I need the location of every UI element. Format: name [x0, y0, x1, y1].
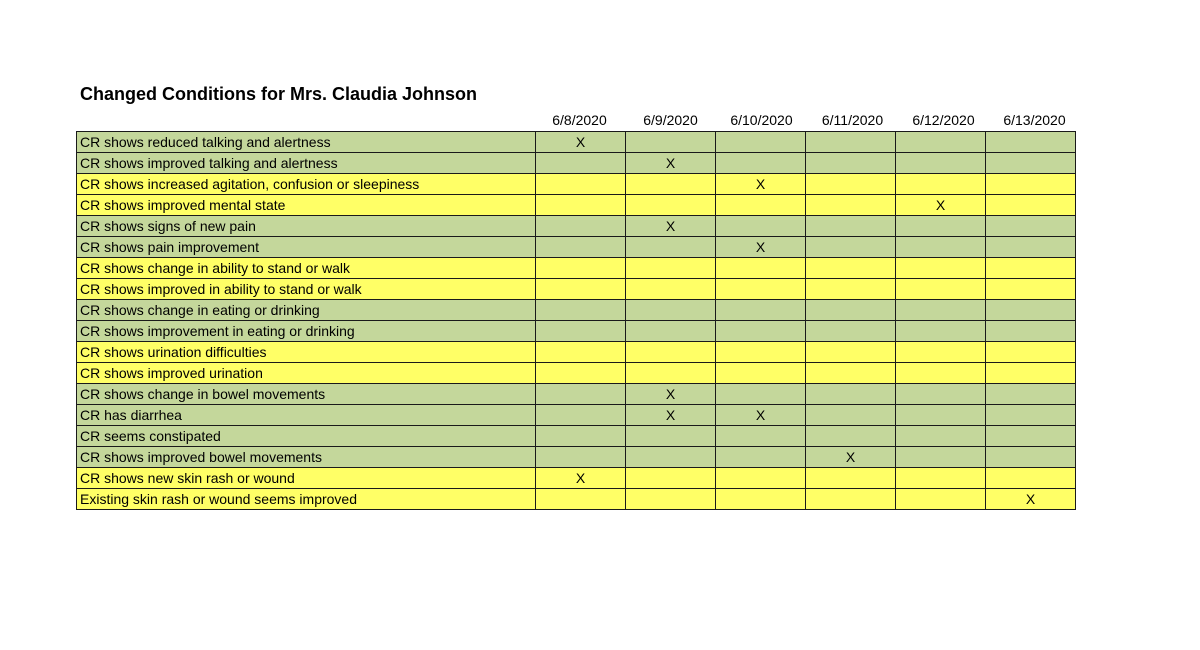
date-cell — [806, 363, 896, 384]
date-cell — [896, 279, 986, 300]
date-cell — [806, 153, 896, 174]
date-cell — [626, 300, 716, 321]
date-cell — [986, 300, 1076, 321]
date-cell — [806, 132, 896, 153]
condition-label: CR shows urination difficulties — [77, 342, 536, 363]
date-cell: X — [536, 468, 626, 489]
date-cell: X — [986, 489, 1076, 510]
date-cell — [986, 468, 1076, 489]
date-cell: X — [626, 216, 716, 237]
table-row — [77, 174, 1076, 195]
date-header-1: 6/9/2020 — [643, 112, 698, 128]
date-cell — [896, 384, 986, 405]
date-cell: X — [716, 405, 806, 426]
condition-label: CR shows increased agitation, confusion or sleepiness — [77, 174, 536, 195]
condition-label: CR shows new skin rash or wound — [77, 468, 536, 489]
condition-label: CR shows reduced talking and alertness — [77, 132, 536, 153]
date-cell — [896, 342, 986, 363]
date-cell — [716, 426, 806, 447]
date-cell — [536, 489, 626, 510]
date-column-headers — [534, 110, 1080, 130]
table-row — [77, 237, 1076, 258]
table-row — [77, 342, 1076, 363]
condition-label: CR has diarrhea — [77, 405, 536, 426]
table-row — [77, 279, 1076, 300]
date-cell — [536, 426, 626, 447]
date-cell: X — [536, 132, 626, 153]
date-cell: X — [626, 384, 716, 405]
date-cell — [896, 300, 986, 321]
table-row — [77, 258, 1076, 279]
date-cell: X — [716, 174, 806, 195]
date-cell — [986, 216, 1076, 237]
date-cell — [806, 300, 896, 321]
date-cell — [536, 216, 626, 237]
date-cell — [806, 468, 896, 489]
date-cell — [536, 384, 626, 405]
table-row — [77, 153, 1076, 174]
date-cell — [536, 363, 626, 384]
table-row — [77, 132, 1076, 153]
date-cell — [716, 279, 806, 300]
date-cell — [806, 174, 896, 195]
condition-label: CR shows improvement in eating or drinking — [77, 321, 536, 342]
condition-label: CR shows change in eating or drinking — [77, 300, 536, 321]
table-row — [77, 447, 1076, 468]
date-cell — [896, 363, 986, 384]
date-cell — [716, 300, 806, 321]
date-cell — [896, 153, 986, 174]
table-row — [77, 426, 1076, 447]
date-cell: X — [896, 195, 986, 216]
date-cell — [626, 447, 716, 468]
date-cell — [896, 174, 986, 195]
date-cell — [716, 468, 806, 489]
date-cell — [896, 321, 986, 342]
date-cell — [896, 258, 986, 279]
table-row — [77, 216, 1076, 237]
date-cell — [986, 258, 1076, 279]
date-cell — [536, 447, 626, 468]
date-cell: X — [626, 405, 716, 426]
date-cell — [986, 405, 1076, 426]
date-cell — [806, 426, 896, 447]
condition-label: CR shows improved talking and alertness — [77, 153, 536, 174]
date-cell — [626, 132, 716, 153]
date-cell — [626, 195, 716, 216]
date-cell — [536, 300, 626, 321]
date-header-4: 6/12/2020 — [912, 112, 975, 128]
date-cell — [626, 321, 716, 342]
date-header-0: 6/8/2020 — [552, 112, 607, 128]
date-cell — [806, 216, 896, 237]
date-cell — [806, 279, 896, 300]
date-cell — [536, 237, 626, 258]
date-cell — [896, 216, 986, 237]
date-cell — [536, 405, 626, 426]
date-cell — [536, 174, 626, 195]
date-cell — [716, 321, 806, 342]
date-cell — [536, 195, 626, 216]
date-cell — [716, 258, 806, 279]
date-cell — [716, 489, 806, 510]
date-cell — [896, 237, 986, 258]
date-cell — [626, 468, 716, 489]
date-cell — [806, 258, 896, 279]
date-cell — [806, 237, 896, 258]
date-cell — [716, 216, 806, 237]
date-cell — [626, 258, 716, 279]
date-cell — [986, 426, 1076, 447]
date-cell — [986, 363, 1076, 384]
date-cell — [536, 342, 626, 363]
date-cell — [536, 321, 626, 342]
date-cell — [716, 195, 806, 216]
date-cell — [896, 426, 986, 447]
date-header-5: 6/13/2020 — [1003, 112, 1066, 128]
date-cell — [806, 195, 896, 216]
date-cell — [986, 447, 1076, 468]
date-cell — [986, 153, 1076, 174]
date-cell — [806, 321, 896, 342]
date-cell — [896, 132, 986, 153]
condition-label: CR shows improved bowel movements — [77, 447, 536, 468]
condition-label: CR shows pain improvement — [77, 237, 536, 258]
date-cell — [626, 489, 716, 510]
date-cell — [536, 279, 626, 300]
condition-label: CR shows improved urination — [77, 363, 536, 384]
date-cell — [896, 405, 986, 426]
date-cell — [716, 153, 806, 174]
date-cell — [626, 363, 716, 384]
table-row — [77, 405, 1076, 426]
date-cell — [896, 468, 986, 489]
table-row — [77, 489, 1076, 510]
conditions-table — [76, 131, 1076, 510]
date-cell — [986, 342, 1076, 363]
date-cell — [626, 237, 716, 258]
condition-label: CR shows signs of new pain — [77, 216, 536, 237]
page-title: Changed Conditions for Mrs. Claudia Johnson — [80, 84, 478, 104]
date-cell — [716, 132, 806, 153]
date-cell — [626, 174, 716, 195]
date-cell — [716, 447, 806, 468]
date-cell — [806, 489, 896, 510]
date-cell — [626, 279, 716, 300]
date-cell — [716, 384, 806, 405]
date-cell: X — [716, 237, 806, 258]
table-row — [77, 384, 1076, 405]
date-cell — [986, 195, 1076, 216]
date-cell — [806, 384, 896, 405]
date-cell — [986, 237, 1076, 258]
table-row — [77, 195, 1076, 216]
date-cell — [716, 342, 806, 363]
condition-label: CR seems constipated — [77, 426, 536, 447]
date-cell: X — [806, 447, 896, 468]
date-cell — [986, 321, 1076, 342]
table-row — [77, 300, 1076, 321]
date-header-2: 6/10/2020 — [730, 112, 793, 128]
table-row — [77, 468, 1076, 489]
condition-label: CR shows improved in ability to stand or walk — [77, 279, 536, 300]
date-cell — [626, 342, 716, 363]
date-cell — [536, 258, 626, 279]
table-row — [77, 363, 1076, 384]
date-cell — [986, 384, 1076, 405]
date-cell: X — [626, 153, 716, 174]
date-cell — [986, 132, 1076, 153]
date-cell — [806, 342, 896, 363]
date-cell — [986, 279, 1076, 300]
date-cell — [716, 363, 806, 384]
condition-label: CR shows change in ability to stand or walk — [77, 258, 536, 279]
date-header-3: 6/11/2020 — [821, 112, 884, 128]
condition-label: CR shows change in bowel movements — [77, 384, 536, 405]
date-cell — [896, 447, 986, 468]
date-cell — [626, 426, 716, 447]
date-cell — [896, 489, 986, 510]
date-cell — [806, 405, 896, 426]
condition-label: Existing skin rash or wound seems improved — [77, 489, 536, 510]
date-cell — [986, 174, 1076, 195]
table-row — [77, 321, 1076, 342]
condition-label: CR shows improved mental state — [77, 195, 536, 216]
date-cell — [536, 153, 626, 174]
